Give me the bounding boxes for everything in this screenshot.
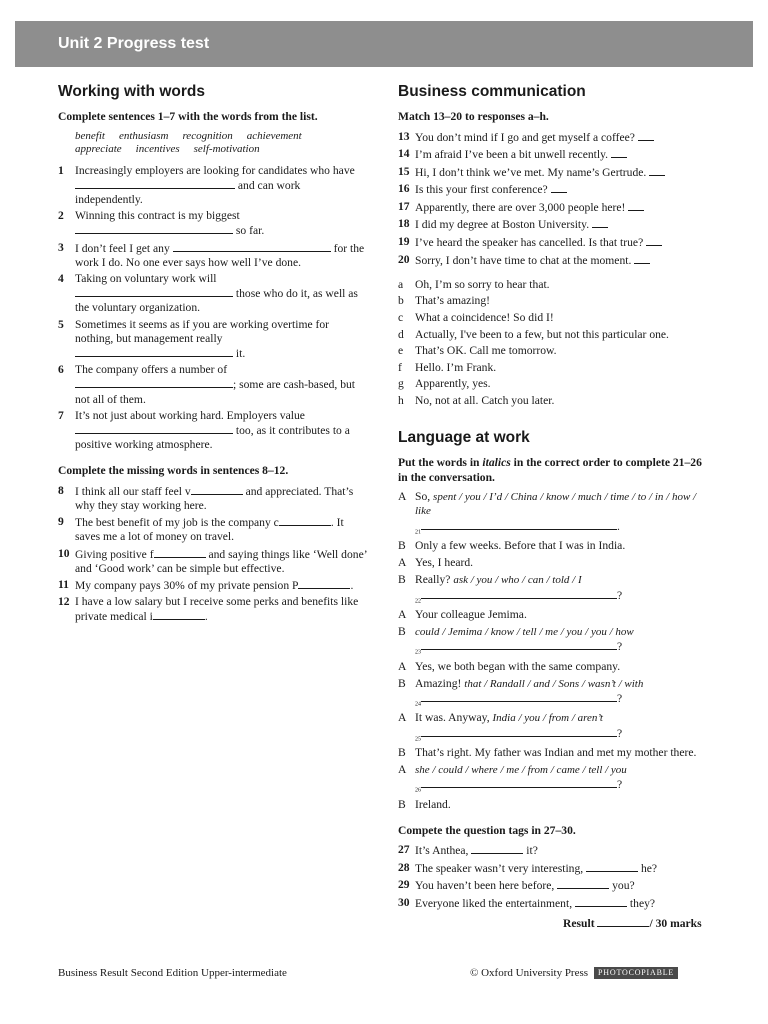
response-d: d Actually, I've been to a few, but not this particular one. (398, 327, 669, 341)
left-column (58, 82, 370, 627)
section-title-working-with-words: Working with words (58, 83, 205, 100)
question-20: 20 Sorry, I don’t have time to chat at the moment. (398, 253, 713, 268)
question-8: 8 I think all our staff feel v and appreciated. That’s why they stay working here. (58, 483, 354, 513)
response-g: g Apparently, yes. (398, 377, 491, 391)
answer-blank[interactable] (75, 286, 233, 297)
answer-blank[interactable] (634, 253, 650, 264)
conversation-line: B could / Jemima / know / tell / me / you / you / how $_{23}$ ? (398, 625, 634, 656)
instruction-1-7: Complete sentences 1–7 with the words from the list. (58, 110, 318, 123)
question-11: 11 My company pays 30% of my private pension P . (58, 578, 354, 593)
section-title-language-at-work: Language at work (398, 429, 530, 447)
result-blank[interactable] (597, 916, 649, 927)
question-13: 13 You don’t mind if I go and get myself a coffee? (398, 130, 713, 145)
word: appreciate (75, 143, 122, 155)
answer-blank[interactable] (75, 178, 235, 189)
footer-book-title: Business Result Second Edition Upper-intermediate (58, 967, 287, 979)
conversation-line: A Yes, we both began with the same company. (398, 659, 621, 673)
answer-blank-22[interactable] (421, 588, 617, 599)
conversation-line: B That’s right. My father was Indian and met my mother there. (398, 745, 697, 759)
right-column (398, 82, 713, 914)
question-29: 29 You haven’t been here before, you? (398, 878, 635, 893)
conversation-line: A It was. Anyway, India / you / from / aren’t $_{25}$ ? (398, 711, 623, 742)
word: enthusiasm (118, 129, 169, 142)
word: recognition (182, 129, 233, 142)
answer-blank[interactable] (154, 547, 206, 558)
conversation-line: B Ireland. (398, 797, 451, 811)
question-2: 2 Winning this contract is my biggest so far. (58, 209, 265, 238)
question-5: 5 Sometimes it seems as if you are working overtime for nothing, but management really it. (58, 317, 330, 360)
answer-blank-26[interactable] (421, 777, 617, 788)
question-3: 3 I don’t feel I get any for the work I do. No one ever says how well I’ve done. (58, 240, 365, 269)
answer-blank[interactable] (153, 609, 205, 620)
word: achievement (246, 129, 302, 142)
question-16: 16 Is this your first conference? (398, 182, 713, 197)
response-h: h No, not at all. Catch you later. (398, 394, 555, 408)
question-7: 7 It’s not just about working hard. Employers value too, as it contributes to a positive working atmosphere. (58, 408, 350, 452)
conversation-line: B Really? ask / you / who / can / told / I $_{22}$ ? (398, 573, 623, 604)
page-title: Unit 2 Progress test (58, 35, 210, 52)
question-9: 9 The best benefit of my job is the company c . It saves me a lot of money on travel. (58, 515, 344, 544)
answer-blank-21[interactable] (421, 519, 617, 530)
instruction-8-12: Complete the missing words in sentences 8–12. (58, 464, 289, 478)
question-19: 19 I’ve heard the speaker has cancelled. Is that true? (398, 235, 713, 250)
question-4: 4 Taking on voluntary work will those who do it, as well as the voluntary organization. (58, 271, 358, 315)
answer-blank-24[interactable] (421, 691, 617, 702)
response-f: f Hello. I’m Frank. (398, 360, 497, 374)
answer-blank[interactable] (551, 182, 567, 193)
answer-blank[interactable] (628, 200, 644, 211)
response-c: c What a coincidence! So did I! (398, 311, 554, 325)
question-15: 15 Hi, I don’t think we’ve met. My name’s Gertrude. (398, 165, 713, 180)
answer-blank[interactable] (279, 515, 331, 526)
photocopiable-badge: PHOTOCOPIABLE (594, 967, 678, 979)
word: benefit (75, 129, 105, 142)
response-b: b That’s amazing! (398, 294, 491, 308)
answer-blank[interactable] (471, 843, 523, 854)
conversation-line: B Only a few weeks. Before that I was in India. (398, 538, 626, 552)
instruction-27-30: Compete the question tags in 27–30. (398, 823, 576, 837)
question-27: 27 It’s Anthea, it? (398, 843, 538, 858)
response-e: e That’s OK. Call me tomorrow. (398, 344, 557, 358)
answer-blank[interactable] (592, 217, 608, 228)
answer-blank[interactable] (75, 423, 233, 434)
answer-blank[interactable] (191, 484, 243, 495)
answer-blank[interactable] (173, 241, 331, 252)
footer-publisher: © Oxford University Press PHOTOCOPIABLE (470, 966, 678, 980)
conversation-line: A she / could / where / me / from / came / tell / you $_{26}$ ? (398, 763, 627, 794)
answer-blank[interactable] (298, 578, 350, 589)
answer-blank[interactable] (575, 896, 627, 907)
question-10: 10 Giving positive f and saying things like ‘Well done’ and ‘Good work’ can be simple but effective. (58, 546, 367, 575)
answer-blank-23[interactable] (421, 639, 617, 650)
answer-blank[interactable] (649, 165, 665, 176)
word: self-motivation (193, 143, 260, 155)
response-a: a Oh, I’m so sorry to hear that. (398, 277, 550, 291)
question-17: 17 Apparently, there are over 3,000 people here! (398, 200, 713, 215)
question-14: 14 I’m afraid I’ve been a bit unwell recently. (398, 147, 713, 162)
word: incentives (135, 143, 180, 155)
answer-blank[interactable] (557, 878, 609, 889)
instruction-13-20: Match 13–20 to responses a–h. (398, 110, 549, 123)
answer-blank[interactable] (638, 130, 654, 141)
answer-blank[interactable] (586, 861, 638, 872)
answer-blank-25[interactable] (421, 726, 617, 737)
question-30: 30 Everyone liked the entertainment, they? (398, 896, 656, 911)
question-28: 28 The speaker wasn’t very interesting, he? (398, 860, 658, 875)
header-bar (15, 21, 753, 67)
question-1: 1 Increasingly employers are looking for candidates who have and can work independently. (58, 163, 355, 206)
conversation-line: A Your colleague Jemima. (398, 607, 527, 621)
answer-blank[interactable] (75, 377, 233, 388)
question-6: 6 The company offers a number of ; some are cash-based, but not all of them. (58, 363, 356, 406)
question-12: 12 I have a low salary but I receive some perks and benefits like private medical i . (58, 595, 359, 624)
answer-blank[interactable] (75, 223, 233, 234)
answer-blank[interactable] (75, 346, 233, 357)
question-18: 18 I did my degree at Boston University. (398, 217, 713, 232)
section-title-business-communication: Business communication (398, 83, 586, 100)
conversation-line: A Yes, I heard. (398, 556, 474, 570)
result-line: Result / 30 marks (563, 917, 702, 930)
answer-blank[interactable] (611, 147, 627, 158)
conversation-line: B Amazing! that / Randall / and / Sons / wasn’t / with $_{24}$ ? (398, 676, 644, 708)
word-list (58, 130, 370, 157)
answer-blank[interactable] (646, 235, 662, 246)
conversation-line: A So, spent / you / I’d / China / know / much / time / to / in / how / like $_{21}$ . (398, 490, 697, 535)
instruction-21-26: Put the words in italics in the correct order to complete 21–26 in the conversation. (398, 456, 702, 484)
